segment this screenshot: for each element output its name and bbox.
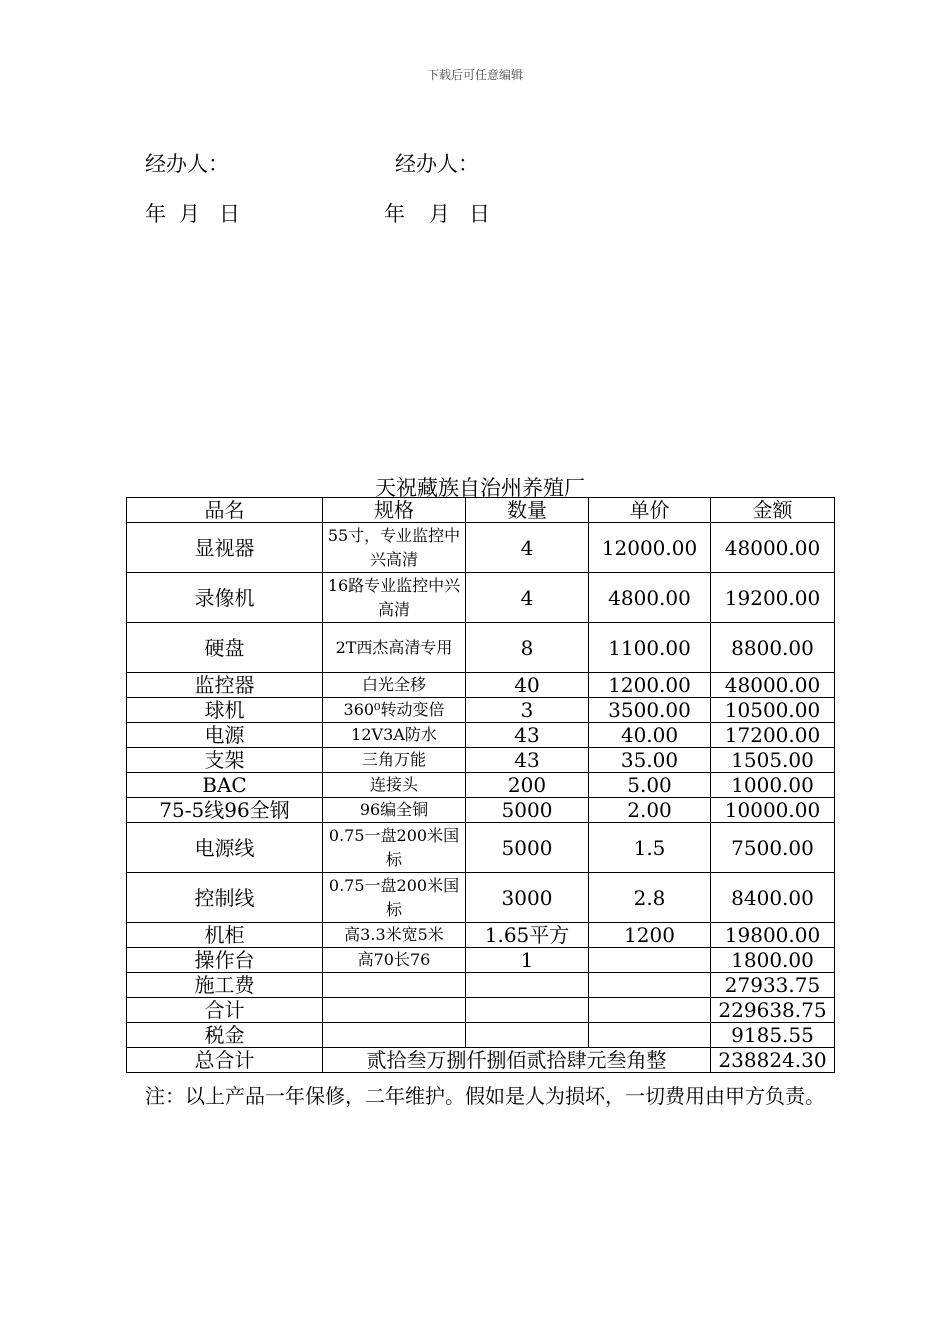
item-name-cell: 显视器 (127, 523, 323, 573)
table-row (127, 823, 835, 873)
item-amount-cell: 229638.75 (711, 998, 835, 1023)
table-row (127, 973, 835, 998)
item-price-cell: 2.00 (589, 798, 711, 823)
item-name-cell: 施工费 (127, 973, 323, 998)
handler-label-right: 经办人： (395, 152, 479, 176)
column-header-price: 单价 (589, 498, 711, 523)
column-header-name: 品名 (127, 498, 323, 523)
item-name-cell: 电源 (127, 723, 323, 748)
item-spec-cell: 16路专业监控中兴高清 (323, 573, 466, 623)
table-row (127, 998, 835, 1023)
item-name-cell: 控制线 (127, 873, 323, 923)
table-row (127, 748, 835, 773)
item-amount-cell: 19800.00 (711, 923, 835, 948)
item-qty-cell: 43 (466, 748, 589, 773)
table-row (127, 723, 835, 748)
date-day: 日 (219, 202, 240, 226)
item-qty-cell: 5000 (466, 798, 589, 823)
item-price-cell: 1100.00 (589, 623, 711, 673)
item-name-cell: 球机 (127, 698, 323, 723)
item-amount-cell: 48000.00 (711, 523, 835, 573)
item-qty-cell: 8 (466, 623, 589, 673)
item-price-cell: 12000.00 (589, 523, 711, 573)
item-spec-cell (323, 998, 466, 1023)
item-price-cell: 1.5 (589, 823, 711, 873)
item-name-cell: 支架 (127, 748, 323, 773)
item-amount-cell: 8400.00 (711, 873, 835, 923)
date-day: 日 (469, 202, 490, 226)
table-row (127, 1023, 835, 1048)
item-amount-cell: 7500.00 (711, 823, 835, 873)
table-row (127, 798, 835, 823)
item-qty-cell: 3 (466, 698, 589, 723)
item-name-cell: 硬盘 (127, 623, 323, 673)
table-header-row (127, 498, 835, 523)
column-header-spec: 规格 (323, 498, 466, 523)
item-qty-cell: 4 (466, 523, 589, 573)
table-title: 天祝藏族自治州养殖厂 (375, 476, 585, 500)
date-month: 月 (429, 202, 450, 226)
item-spec-cell: 高70长76 (323, 948, 466, 973)
item-spec-cell: 96编全铜 (323, 798, 466, 823)
item-qty-cell: 4 (466, 573, 589, 623)
item-amount-cell: 10000.00 (711, 798, 835, 823)
grand-total-label: 总合计 (127, 1048, 323, 1073)
item-spec-cell: 55寸，专业监控中兴高清 (323, 523, 466, 573)
item-price-cell (589, 948, 711, 973)
item-qty-cell: 3000 (466, 873, 589, 923)
item-name-cell: 机柜 (127, 923, 323, 948)
item-spec-cell: 12V3A防水 (323, 723, 466, 748)
table-row (127, 698, 835, 723)
item-amount-cell: 8800.00 (711, 623, 835, 673)
grand-total-amount: 238824.30 (711, 1048, 835, 1073)
item-amount-cell: 19200.00 (711, 573, 835, 623)
item-amount-cell: 27933.75 (711, 973, 835, 998)
item-spec-cell: 连接头 (323, 773, 466, 798)
item-amount-cell: 48000.00 (711, 673, 835, 698)
item-name-cell: 税金 (127, 1023, 323, 1048)
item-price-cell: 5.00 (589, 773, 711, 798)
item-price-cell: 2.8 (589, 873, 711, 923)
table-row (127, 573, 835, 623)
footnote: 注：以上产品一年保修，二年维护。假如是人为损坏，一切费用由甲方负责。 (145, 1084, 825, 1108)
column-header-qty: 数量 (466, 498, 589, 523)
item-name-cell: 监控器 (127, 673, 323, 698)
grand-total-row (127, 1048, 835, 1073)
item-name-cell: 合计 (127, 998, 323, 1023)
item-name-cell: 75-5线96全钢 (127, 798, 323, 823)
item-spec-cell: 三角万能 (323, 748, 466, 773)
item-amount-cell: 1505.00 (711, 748, 835, 773)
amount-in-words: 贰拾叁万捌仟捌佰贰拾肆元叁角整 (323, 1048, 711, 1073)
item-qty-cell: 200 (466, 773, 589, 798)
item-name-cell: 操作台 (127, 948, 323, 973)
item-price-cell: 1200.00 (589, 673, 711, 698)
item-name-cell: 录像机 (127, 573, 323, 623)
header-note: 下载后可任意编辑 (426, 68, 523, 82)
item-qty-cell: 1 (466, 948, 589, 973)
table-row (127, 523, 835, 573)
item-price-cell: 40.00 (589, 723, 711, 748)
item-price-cell (589, 1023, 711, 1048)
item-price-cell: 4800.00 (589, 573, 711, 623)
item-spec-cell: 0.75一盘200米国标 (323, 873, 466, 923)
item-price-cell (589, 998, 711, 1023)
item-spec-cell (323, 1023, 466, 1048)
date-year: 年 (384, 202, 405, 226)
table-row (127, 873, 835, 923)
column-header-amount: 金额 (711, 498, 835, 523)
item-amount-cell: 9185.55 (711, 1023, 835, 1048)
date-line-right (384, 198, 490, 228)
item-amount-cell: 1800.00 (711, 948, 835, 973)
table-row (127, 923, 835, 948)
table-row (127, 623, 835, 673)
item-amount-cell: 1000.00 (711, 773, 835, 798)
item-spec-cell: 360⁰转动变倍 (323, 698, 466, 723)
item-qty-cell (466, 998, 589, 1023)
item-qty-cell: 5000 (466, 823, 589, 873)
item-qty-cell (466, 1023, 589, 1048)
item-price-cell: 1200 (589, 923, 711, 948)
table-row (127, 948, 835, 973)
date-year: 年 (145, 202, 166, 226)
table-row (127, 773, 835, 798)
item-name-cell: 电源线 (127, 823, 323, 873)
quotation-table (126, 497, 835, 1073)
item-spec-cell: 白光全移 (323, 673, 466, 698)
item-amount-cell: 10500.00 (711, 698, 835, 723)
date-line-left (145, 198, 240, 228)
item-spec-cell: 2T西杰高清专用 (323, 623, 466, 673)
item-qty-cell: 1.65平方 (466, 923, 589, 948)
date-month: 月 (179, 202, 200, 226)
table-row (127, 673, 835, 698)
item-name-cell: BAC (127, 773, 323, 798)
handler-label-left: 经办人： (145, 152, 229, 176)
item-qty-cell: 43 (466, 723, 589, 748)
item-price-cell: 35.00 (589, 748, 711, 773)
item-spec-cell: 高3.3米宽5米 (323, 923, 466, 948)
item-price-cell: 3500.00 (589, 698, 711, 723)
item-price-cell (589, 973, 711, 998)
item-qty-cell (466, 973, 589, 998)
item-qty-cell: 40 (466, 673, 589, 698)
item-amount-cell: 17200.00 (711, 723, 835, 748)
item-spec-cell: 0.75一盘200米国标 (323, 823, 466, 873)
item-spec-cell (323, 973, 466, 998)
